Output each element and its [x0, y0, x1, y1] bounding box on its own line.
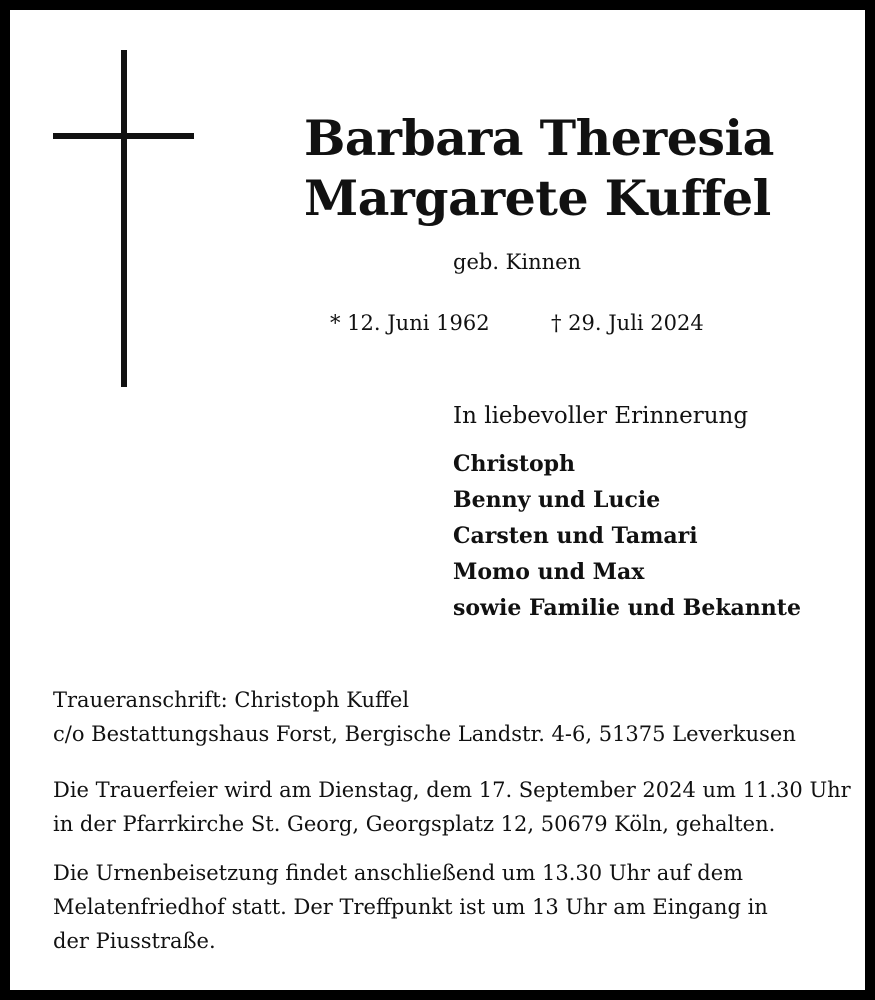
mourner-item: Christoph — [453, 451, 576, 477]
birth-date: * 12. Juni 1962 — [330, 311, 490, 335]
death-date: † 29. Juli 2024 — [551, 311, 704, 335]
mourner-item: Momo und Max — [453, 559, 645, 585]
address-line-1: Traueranschrift: Christoph Kuffel — [53, 688, 410, 712]
service-line-1: Die Trauerfeier wird am Dienstag, dem 17. September 2024 um 11.30 Uhr — [53, 778, 851, 802]
urn-burial-info — [53, 856, 768, 958]
mourner-item: Carsten und Tamari — [453, 523, 698, 549]
address-line-2: c/o Bestattungshaus Forst, Bergische Landstr. 4-6, 51375 Leverkusen — [53, 722, 796, 746]
cross-icon — [121, 50, 127, 387]
name-line-2: Margarete Kuffel — [304, 169, 771, 227]
funeral-service-info — [53, 773, 851, 841]
mourner-item: Benny und Lucie — [453, 487, 661, 513]
mourners-list — [453, 446, 801, 626]
memory-heading: In liebevoller Erinnerung — [453, 403, 749, 429]
mourner-item: sowie Familie und Bekannte — [453, 595, 801, 621]
service-line-2: in der Pfarrkirche St. Georg, Georgsplatz 12, 50679 Köln, gehalten. — [53, 812, 776, 836]
cross-icon-bar — [53, 133, 194, 139]
maiden-name: geb. Kinnen — [453, 250, 582, 274]
deceased-name — [304, 108, 774, 228]
mourning-address — [53, 683, 796, 751]
name-line-1: Barbara Theresia — [304, 109, 774, 167]
burial-line-1: Die Urnenbeisetzung findet anschließend um 13.30 Uhr auf dem — [53, 861, 744, 885]
burial-line-2: Melatenfriedhof statt. Der Treffpunkt ist um 13 Uhr am Eingang in — [53, 895, 768, 919]
obituary-notice — [10, 10, 865, 990]
burial-line-3: der Piusstraße. — [53, 929, 216, 953]
